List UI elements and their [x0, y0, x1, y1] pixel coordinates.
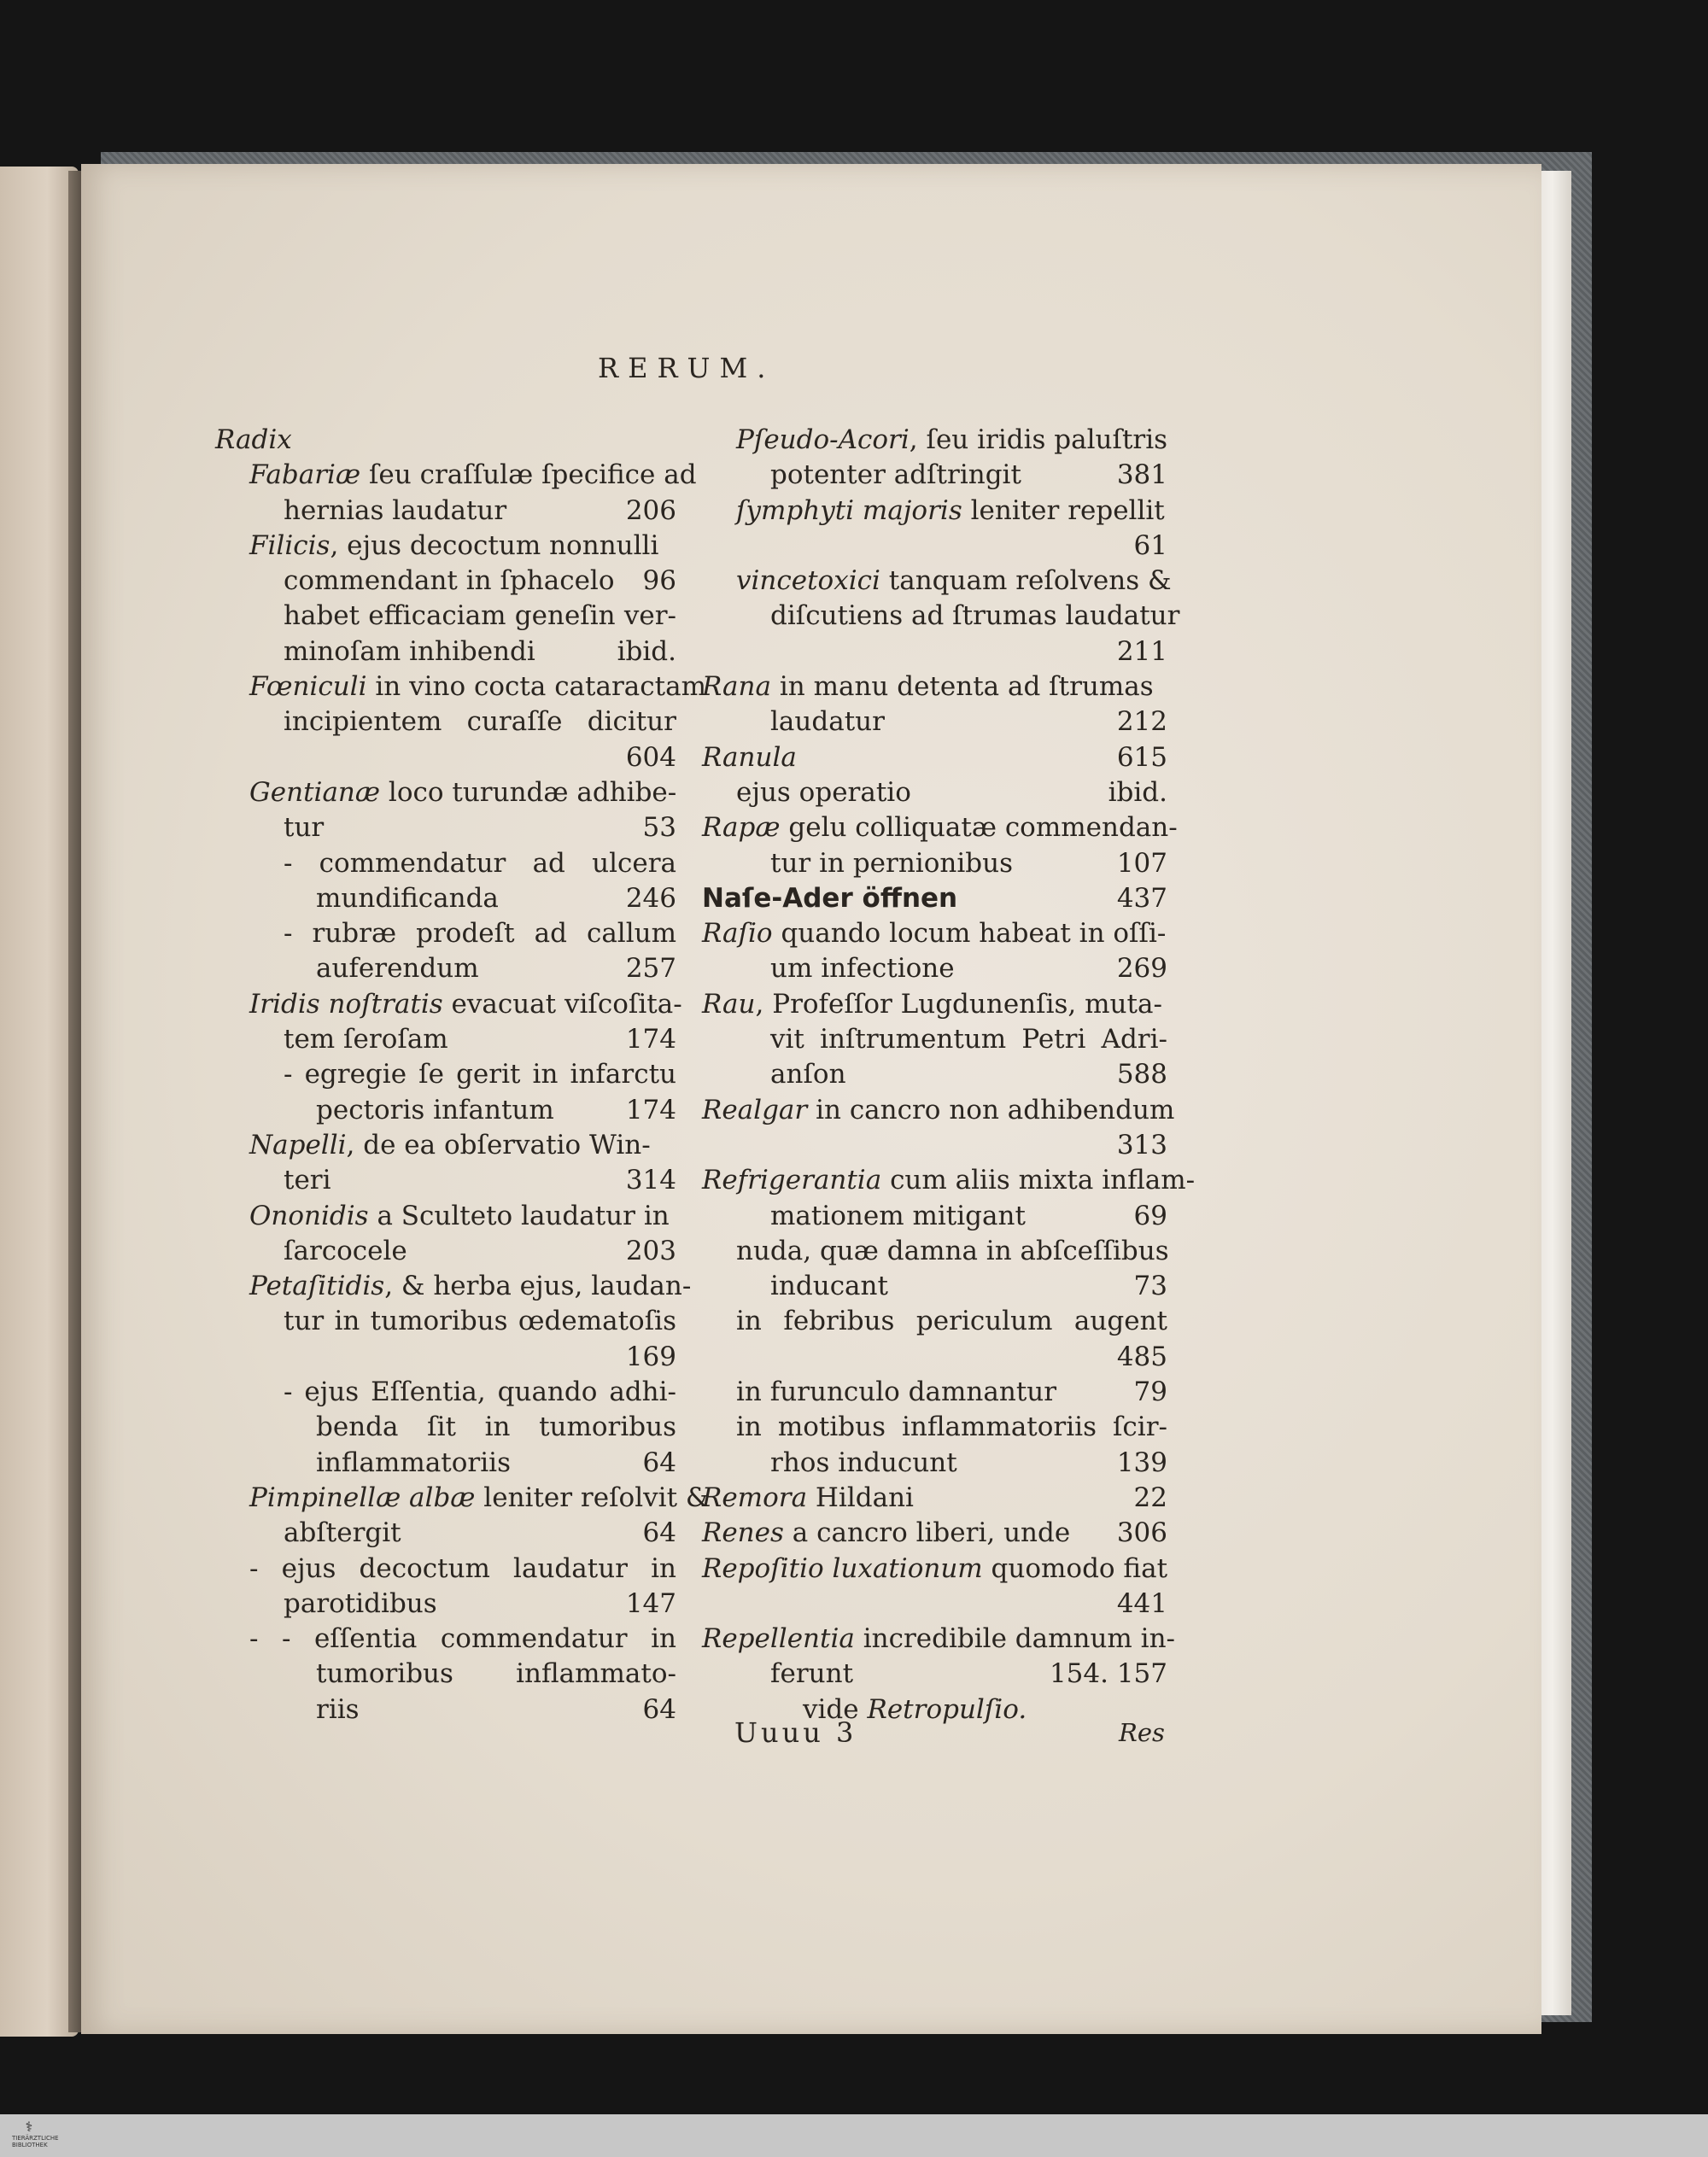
- index-entry-text: ferunt: [770, 1658, 854, 1690]
- index-line: [215, 1481, 710, 1516]
- index-entry-text: pectoris infantum: [316, 1094, 554, 1125]
- index-line: [215, 1269, 692, 1304]
- index-term: Ononidis: [249, 1200, 369, 1231]
- index-text: , de ea obſervatio Win-: [346, 1129, 651, 1160]
- index-line: [702, 599, 1180, 634]
- index-line: [702, 951, 1167, 986]
- page-reference: 174: [625, 1024, 676, 1055]
- page-reference: 441: [1116, 1587, 1167, 1619]
- index-term: Iridis noſtratis: [249, 988, 443, 1020]
- index-entry-text: tur in tumoribus œdematoſis: [284, 1306, 676, 1337]
- index-term: Rau: [702, 988, 756, 1020]
- index-term: Filicis: [249, 529, 330, 561]
- index-line: [215, 987, 682, 1022]
- index-entry-text: [702, 810, 1178, 845]
- page-reference: 306: [1116, 1517, 1167, 1549]
- index-text: ſeu craſſulæ ſpecifice ad: [360, 459, 697, 491]
- index-line: [215, 1692, 676, 1727]
- index-line: [215, 1057, 676, 1092]
- index-line: [215, 951, 676, 986]
- index-entry-text: diſcutiens ad ſtrumas laudatur: [770, 600, 1180, 632]
- index-line: [702, 1410, 1167, 1445]
- facing-page-edge: [0, 167, 79, 2037]
- index-entry-text: - ejus Eſſentia, quando adhi-: [284, 1377, 676, 1408]
- index-entry-text: inflammatoriis: [316, 1447, 511, 1478]
- index-line: [702, 1481, 1167, 1516]
- index-term: Repoſitio luxationum: [702, 1552, 983, 1584]
- page-reference: 61: [1133, 529, 1167, 561]
- index-line: [702, 1128, 1167, 1163]
- index-line: [702, 1516, 1167, 1551]
- index-entry-text: [249, 1481, 709, 1516]
- index-line: [702, 1304, 1167, 1339]
- index-term: Refrigerantia: [702, 1165, 882, 1196]
- library-logo: [12, 2119, 59, 2152]
- index-text: in vino cocta cataractam: [366, 671, 706, 703]
- index-entry-text: in febribus periculum augent: [736, 1306, 1167, 1337]
- index-line: [215, 704, 676, 739]
- index-line: [215, 599, 676, 634]
- index-entry-text: teri: [284, 1165, 331, 1196]
- index-text: gelu colliquatæ commendan-: [780, 812, 1178, 844]
- index-text: quomodo fiat: [982, 1552, 1168, 1584]
- index-line: [215, 1128, 676, 1163]
- index-line: [702, 1057, 1167, 1092]
- index-line: [215, 1022, 676, 1057]
- index-entry-text: nuda, quæ damna in abſceſſibus: [736, 1235, 1169, 1266]
- index-line: [215, 1304, 676, 1339]
- index-entry-text: Ranula: [702, 741, 797, 773]
- index-line: [215, 740, 676, 775]
- page-reference: 615: [1116, 741, 1167, 773]
- index-term: Rana: [702, 671, 771, 703]
- index-entry-text: [702, 1516, 1070, 1551]
- index-line: [702, 564, 1172, 599]
- index-line: [702, 669, 1167, 704]
- index-line: [215, 1163, 676, 1198]
- index-line: [702, 1093, 1175, 1128]
- index-entry-text: hernias laudatur: [284, 494, 507, 526]
- index-text: , ejus decoctum nonnulli: [330, 529, 659, 561]
- library-logo-icon: ⚕: [25, 2119, 33, 2135]
- index-entry-text: mationem mitigant: [770, 1200, 1026, 1231]
- index-entry-text: benda ſit in tumoribus: [316, 1412, 676, 1443]
- index-entry-text: - commendatur ad ulcera: [284, 847, 676, 879]
- page-reference: 22: [1133, 1482, 1167, 1513]
- index-text: , Profeſſor Lugdunenſis, muta-: [755, 988, 1162, 1020]
- index-entry-text: tur: [284, 812, 325, 844]
- index-line: [215, 494, 676, 529]
- index-entry-text: tur in pernionibus: [770, 847, 1013, 879]
- index-line: [702, 494, 1167, 529]
- library-logo-text: TIERÄRZTLICHE BIBLIOTHEK: [12, 2135, 59, 2148]
- index-line: [215, 1587, 676, 1622]
- index-term: Repellentia: [702, 1623, 855, 1655]
- index-term: Raſio: [702, 918, 773, 950]
- index-entry-text: [249, 1269, 691, 1304]
- page-reference: 257: [625, 953, 676, 985]
- index-line: [215, 458, 697, 493]
- index-line: [702, 1269, 1167, 1304]
- index-term: Fabariæ: [249, 459, 361, 491]
- page-reference: ibid.: [617, 635, 676, 667]
- index-entry-text: - ejus decoctum laudatur in: [249, 1552, 676, 1584]
- index-term: Pimpinellæ albæ: [249, 1482, 476, 1513]
- index-term: Napelli: [249, 1129, 347, 1160]
- index-entry-text: [249, 1128, 651, 1163]
- index-line: [215, 1340, 676, 1375]
- index-line: [215, 810, 676, 845]
- index-term: Realgar: [702, 1094, 808, 1125]
- page-reference: 437: [1116, 882, 1167, 914]
- index-entry-text: [249, 669, 706, 704]
- index-entry-text: [249, 529, 658, 564]
- catchword: Res: [1119, 1718, 1165, 1747]
- index-entry-text: [249, 775, 676, 810]
- index-entry-text: ſarcocele: [284, 1235, 407, 1266]
- index-text: leniter reſolvit &: [475, 1482, 710, 1513]
- index-term: Petaſitidis: [249, 1271, 385, 1302]
- index-line: [215, 669, 706, 704]
- index-line: [702, 1199, 1167, 1234]
- page-reference: 206: [625, 494, 676, 526]
- index-entry-text: vit inſtrumentum Petri Adri-: [770, 1024, 1167, 1055]
- index-entry-text: um infectione: [770, 953, 955, 985]
- index-line: [702, 1375, 1167, 1410]
- index-entry-text: [249, 1199, 670, 1234]
- index-column-left: [215, 423, 710, 1727]
- index-term: Renes: [702, 1517, 784, 1549]
- page-reference: 53: [642, 812, 676, 844]
- index-line: [702, 1657, 1167, 1692]
- viewer-footer-bar: [0, 2114, 1708, 2157]
- index-line: [702, 1587, 1167, 1622]
- index-line: [215, 1234, 676, 1269]
- signature-mark: Uuuu 3: [734, 1716, 857, 1749]
- index-entry-text: potenter adſtringit: [770, 459, 1021, 491]
- running-title: RERUM.: [598, 352, 775, 384]
- index-line: [215, 1410, 676, 1445]
- index-entry-text: riis: [316, 1693, 360, 1725]
- index-line: [215, 916, 676, 951]
- page-reference: 147: [625, 1587, 676, 1619]
- index-term: ſymphyti majoris: [736, 494, 962, 526]
- index-term: Fœniculi: [249, 671, 367, 703]
- index-entry-text: minoſam inhibendi: [284, 635, 535, 667]
- index-term: Retropulſio.: [867, 1693, 1027, 1725]
- index-line: [702, 529, 1167, 564]
- index-line: [215, 1622, 676, 1657]
- index-entry-text: auferendum: [316, 953, 479, 985]
- index-line: [702, 1163, 1196, 1198]
- page-reference: ibid.: [1108, 776, 1167, 808]
- index-entry-text: tumoribus inflammato-: [316, 1658, 676, 1690]
- index-line: [702, 1552, 1167, 1587]
- index-term: Pſeudo-Acori: [736, 424, 910, 455]
- index-line: [702, 1622, 1176, 1657]
- index-entry-text: [249, 987, 682, 1022]
- index-line: [215, 775, 676, 810]
- index-entry-text: Radix: [215, 424, 292, 455]
- page-reference: 79: [1133, 1377, 1167, 1408]
- index-entry-text: ejus operatio: [736, 776, 911, 808]
- index-entry-text: in motibus inflammatoriis ſcir-: [736, 1412, 1167, 1443]
- index-entry-text: habet efficaciam geneſin ver-: [284, 600, 676, 632]
- page-reference: 64: [642, 1517, 676, 1549]
- index-line: [702, 810, 1178, 845]
- index-line: [702, 1446, 1167, 1481]
- index-entry-text: [702, 1163, 1195, 1198]
- index-entry-text: [702, 1552, 1167, 1587]
- index-line: [215, 564, 676, 599]
- index-entry-text: [736, 494, 1165, 529]
- index-line: [702, 846, 1167, 881]
- index-line: [702, 1340, 1167, 1375]
- index-entry-text: rhos inducunt: [770, 1447, 957, 1478]
- index-line: [702, 1234, 1167, 1269]
- index-entry-text: - rubræ prodeſt ad callum: [284, 918, 676, 950]
- page-reference: 73: [1133, 1271, 1167, 1302]
- index-text: Hildani: [807, 1482, 914, 1513]
- index-column-right: [702, 423, 1196, 1727]
- page-reference: 69: [1133, 1200, 1167, 1231]
- page-reference: 212: [1116, 706, 1167, 738]
- index-line: [215, 1446, 676, 1481]
- index-line: [702, 916, 1167, 951]
- index-line: [215, 1516, 676, 1551]
- index-line: [702, 1022, 1167, 1057]
- index-text: incredibile damnum in-: [854, 1623, 1176, 1655]
- index-line: [702, 634, 1167, 669]
- index-line: [702, 740, 1167, 775]
- page-reference: 64: [642, 1447, 676, 1478]
- index-line: [702, 987, 1167, 1022]
- index-entry-text: [702, 987, 1162, 1022]
- index-text: quando locum habeat in oſſi-: [772, 918, 1167, 950]
- index-line: [702, 423, 1167, 458]
- index-line: [215, 634, 676, 669]
- index-line: [215, 1552, 676, 1587]
- index-entry-text: mundificanda: [316, 882, 499, 914]
- page-reference: 107: [1116, 847, 1167, 879]
- index-text: in cancro non adhibendum: [807, 1094, 1175, 1125]
- index-text: , ſeu iridis paluſtris: [909, 424, 1168, 455]
- index-entry-text: parotidibus: [284, 1587, 437, 1619]
- index-entry-text: Naſe-Ader öffnen: [702, 882, 958, 914]
- index-line: [215, 1657, 676, 1692]
- index-entry-text: - egregie ſe gerit in infarctu: [284, 1059, 676, 1090]
- index-text: cum aliis mixta inflam-: [881, 1165, 1196, 1196]
- index-text: a cancro liberi, unde: [783, 1517, 1071, 1549]
- index-term: Rapæ: [702, 812, 781, 844]
- index-term: Gentianæ: [249, 776, 381, 808]
- index-entry-text: laudatur: [770, 706, 885, 738]
- index-text: a Sculteto laudatur in: [368, 1200, 670, 1231]
- index-line: [702, 458, 1167, 493]
- page-reference: 485: [1116, 1341, 1167, 1372]
- index-line: [215, 1199, 676, 1234]
- index-entry-text: [702, 1481, 914, 1516]
- page-reference: 381: [1116, 459, 1167, 491]
- page-reference: 211: [1116, 635, 1167, 667]
- index-entry-text: in furunculo damnantur: [736, 1377, 1057, 1408]
- index-line: [702, 775, 1167, 810]
- index-line: [215, 529, 676, 564]
- index-entry-text: [702, 669, 1154, 704]
- page-reference: 269: [1116, 953, 1167, 985]
- index-text: evacuat viſcoſita-: [442, 988, 682, 1020]
- index-entry-text: tem ſeroſam: [284, 1024, 448, 1055]
- index-line: [215, 881, 676, 916]
- index-entry-text: [702, 916, 1166, 951]
- index-line: [702, 881, 1167, 916]
- page-reference: 246: [625, 882, 676, 914]
- index-entry-text: abſtergit: [284, 1517, 401, 1549]
- index-text: leniter repellit: [962, 494, 1165, 526]
- page-reference: 174: [625, 1094, 676, 1125]
- page-reference: 96: [642, 565, 676, 597]
- index-text: vide: [803, 1693, 868, 1725]
- index-line: [215, 1375, 676, 1410]
- index-entry-text: [736, 564, 1172, 599]
- index-text: , & herba ejus, laudan-: [384, 1271, 692, 1302]
- index-line: [215, 846, 676, 881]
- index-entry-text: [702, 1093, 1174, 1128]
- index-text: tanquam reſolvens &: [880, 565, 1172, 597]
- page-reference: 203: [625, 1235, 676, 1266]
- index-term: vincetoxici: [736, 565, 880, 597]
- page-reference: 139: [1116, 1447, 1167, 1478]
- page-reference: 64: [642, 1693, 676, 1725]
- page-reference: 169: [625, 1341, 676, 1372]
- index-text: loco turundæ adhibe-: [380, 776, 677, 808]
- page-reference: 314: [625, 1165, 676, 1196]
- page-reference: 154. 157: [1049, 1658, 1167, 1690]
- index-entry-text: - - eſſentia commendatur in: [249, 1623, 676, 1655]
- index-entry-text: commendant in ſphacelo: [284, 565, 615, 597]
- page-reference: 604: [625, 741, 676, 773]
- index-entry-text: inducant: [770, 1271, 888, 1302]
- index-text: in manu detenta ad ſtrumas: [770, 671, 1154, 703]
- page-reference: 313: [1116, 1129, 1167, 1160]
- index-entry-text: [736, 423, 1167, 458]
- index-term: Remora: [702, 1482, 808, 1513]
- index-entry-text: incipientem curaſſe dicitur: [284, 706, 676, 738]
- index-entry-text: [702, 1622, 1175, 1657]
- index-line: [702, 704, 1167, 739]
- page-reference: 588: [1116, 1059, 1167, 1090]
- index-entry-text: anſon: [770, 1059, 846, 1090]
- index-entry-text: [249, 458, 697, 493]
- index-line: [215, 1093, 676, 1128]
- index-line: [215, 423, 676, 458]
